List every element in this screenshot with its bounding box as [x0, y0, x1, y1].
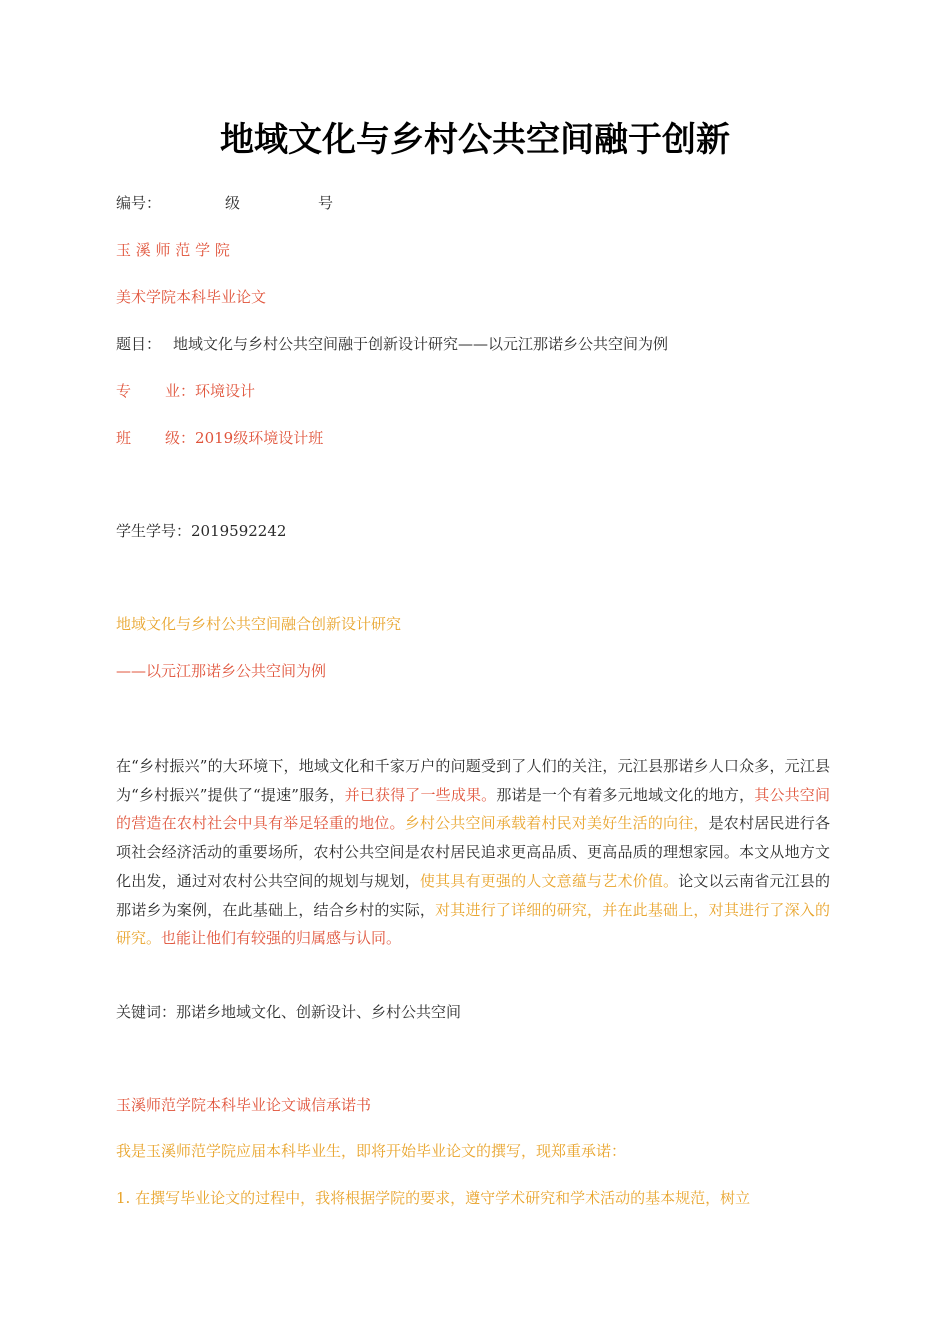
pledge-item-1: 1. 在撰写毕业论文的过程中，我将根据学院的要求，遵守学术研究和学术活动的基本规范，树立: [116, 1189, 751, 1207]
level-label: 级: [225, 194, 241, 212]
abstract-paragraph: [116, 752, 830, 953]
school-name: 玉 溪 师 范 学 院: [116, 241, 230, 259]
class-label-b: 级：: [165, 429, 196, 447]
major-label-a: 专: [116, 382, 132, 400]
abstract-s9: 对其进行了详细的研究，并在此基础上，对其进行了深入的研究。: [116, 900, 830, 948]
class-row: [116, 428, 323, 448]
hao-label: 号: [318, 194, 334, 212]
subtitle-sub: ——以元江那诺乡公共空间为例: [116, 662, 327, 680]
topic-label: 题目：: [116, 335, 162, 353]
major-label-b: 业：: [165, 382, 196, 400]
major-row: [116, 381, 255, 401]
abstract-s4: 其公共空间的营造在农村社会中具有举足轻重的地位。: [116, 785, 830, 833]
abstract-s6: 是农村居民进行各项社会经济活动的重要场所，农村公共空间是农村居民追求更高品质、更高品质的理想家园。本文从地方文化出发，通过对农村公共空间的规划与规划，: [116, 814, 830, 890]
topic-row: [116, 334, 668, 354]
student-id: 学生学号：2019592242: [116, 522, 287, 540]
number-label: 编号：: [116, 194, 162, 212]
topic-value: 地域文化与乡村公共空间融于创新设计研究——以元江那诺乡公共空间为例: [173, 335, 669, 353]
abstract-s3: 那诺是一个有着多元地域文化的地方，: [496, 785, 755, 804]
abstract-s2: 并已获得了一些成果。: [344, 785, 497, 804]
pledge-intro: 我是玉溪师范学院应届本科毕业生，即将开始毕业论文的撰写，现郑重承诺：: [116, 1142, 627, 1160]
keywords: 关键词：那诺乡地域文化、创新设计、乡村公共空间: [116, 1003, 462, 1021]
class-value: 2019级环境设计班: [195, 429, 324, 447]
abstract-s5: 乡村公共空间承载着村民对美好生活的向往，: [404, 814, 709, 833]
abstract-s10: 也能让他们有较强的归属感与认同。: [161, 929, 402, 948]
class-label-a: 班: [116, 429, 132, 447]
abstract-s8: 论文以云南省元江县的那诺乡为案例，在此基础上，结合乡村的实际，: [116, 871, 830, 919]
subtitle-main: 地域文化与乡村公共空间融合创新设计研究: [116, 615, 402, 633]
thesis-type: 美术学院本科毕业论文: [116, 288, 267, 306]
pledge-title: 玉溪师范学院本科毕业论文诚信承诺书: [116, 1096, 372, 1114]
header-fields-row: [116, 193, 333, 213]
major-value: 环境设计: [195, 382, 256, 400]
abstract-s1: 在“乡村振兴”的大环境下，地域文化和千家万户的问题受到了人们的关注，元江县那诺乡人口众多，元江县为“乡村振兴”提供了“提速”服务，: [116, 757, 830, 804]
abstract-s7: 使其具有更强的人文意蕴与艺术价值。: [419, 871, 679, 890]
document-title: 地域文化与乡村公共空间融于创新: [220, 120, 730, 160]
